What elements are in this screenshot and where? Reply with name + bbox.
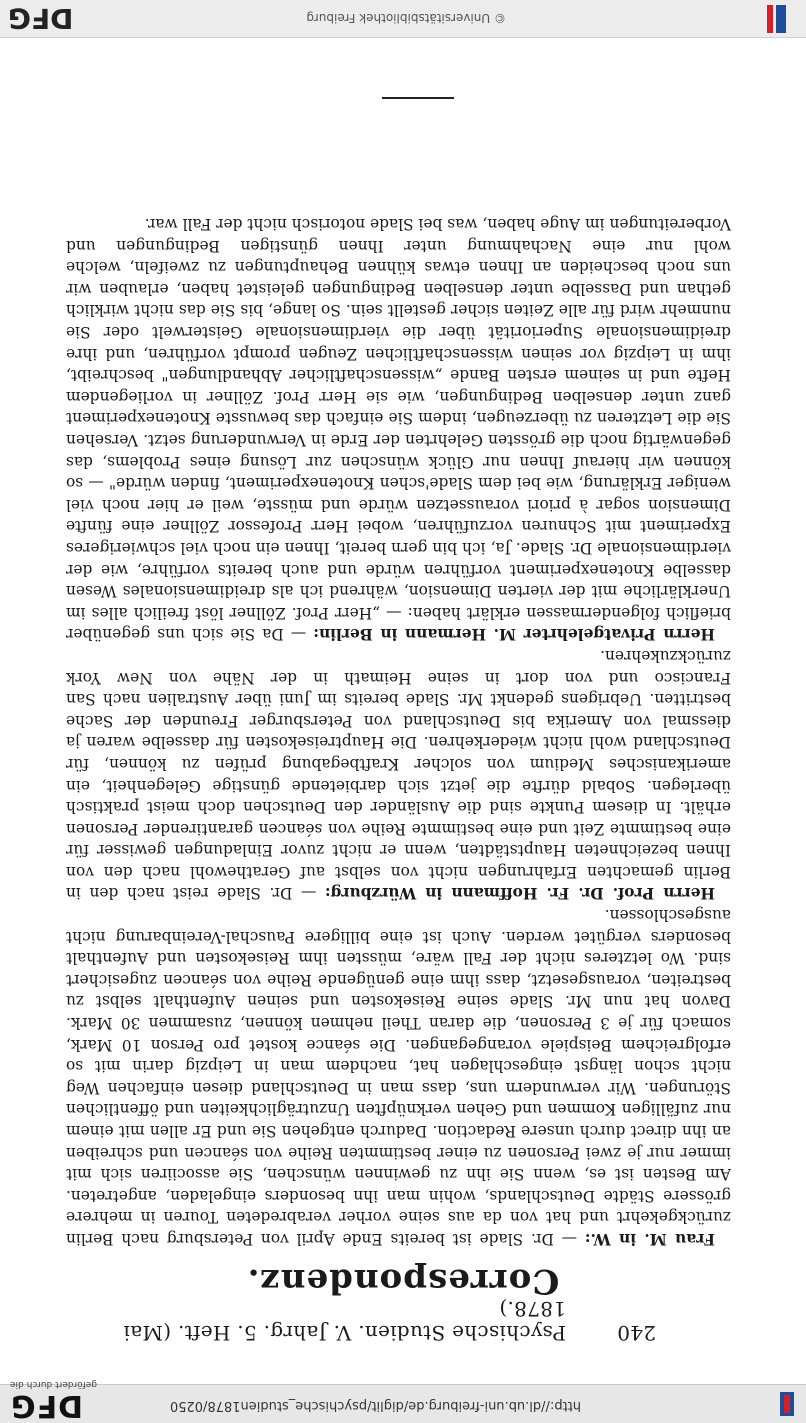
ub-freiburg-logo[interactable] xyxy=(754,1385,806,1423)
footer-logo-icon xyxy=(746,0,806,37)
dfg-logo-subtext: gefördert durch die xyxy=(10,1379,97,1389)
viewer-top-bar xyxy=(0,1379,806,1423)
end-rule xyxy=(382,97,454,99)
dfg-logo: DFG xyxy=(10,1388,84,1423)
paragraph-text: — Da Sie sich uns gegenüber brieflich folgendermassen erklärt haben: — „Herr Prof. Zöllner löst freilich alles im Unerklärliche mit der vierten Dimension, während ich als dreidimensionales Wesen dasselbe Knotenexperiment vorführen würde und auch bereits vorführe, wie der vierdimensionale Dr. Slade. Ja, ich bin gern bereit, Ihnen ein noch viel schwierigeres Experiment mit Schnuren vorzuführen, wobei Herr Professor Zöllner eine fünfte Dimension sogar à priori voraussetzen würde und müsste, weil er hier noch viel weniger Erklärung, wie bei dem Slade'schen Knotenexperiment, finden würde" — so können wir hierauf Ihnen nur Glück wünschen zur Lösung eines Problems, das gegenwärtig noch die grössten Gelehrten der Erde in Verwunderung setzt. Versehen Sie die Letzteren zu überzeugen, indem Sie einfach das bewusste Knotenexperiment ganz unter denselben Bedingungen, wie sie Herr Prof. Zöllner in vorliegendem Hefte und in seinem ersten Bande „wissenschaftlicher Abhandlungen" beschreibt, ihm in Leipzig vor seinen wissenschaftlichen Zeugen prompt vorführen, und ihre dreidimensionale Superiorität über die vierdimensionale Geisterwelt oder Sie nunmehr wird für alle Zeiten sicher gestellt sein. So lange, bis Sie das nicht wirklich gethan und Dasselbe unter denselben Bedingungen geleistet haben, erlauben wir uns noch bescheiden an Ihnen etwas kühnen Behauptungen zu zweifeln, welche wohl nur eine Nachahmung unter Ihnen günstigen Bedingungen und Vorbereitungen im Auge haben, was bei Slade notorisch nicht der Fall war. xyxy=(66,215,731,644)
page-url[interactable]: http://dl.ub.uni-freiburg.de/diglit/psychische_studien1878/0250 xyxy=(169,1398,581,1413)
section-title: Correspondenz. xyxy=(246,1261,560,1301)
viewer-bottom-bar xyxy=(0,0,806,38)
paragraph xyxy=(66,644,731,903)
running-head: Psychische Studien. V. Jahrg. 5. Heft. (Mai 1878.) xyxy=(123,1297,566,1345)
paragraph xyxy=(66,904,731,1250)
paragraph xyxy=(66,213,731,645)
paragraph-lead: Herrn Prof. Dr. Fr. Hoffmann in Würzburg: xyxy=(324,884,715,903)
copyright-notice: © Universitätsbibliothek Freiburg xyxy=(306,11,506,25)
paragraph-text: — Dr. Slade ist bereits Ende April von Petersburg nach Berlin zurückgekehrt und hat von da aus seine vorher verabredeten Touren in mehrere grössere Städte Deutschlands, wohin man ihn besonders eingeladen, angetreten. Am Besten ist es, wenn Sie ihn zu gewinnen wünschen, Sie associiren sich mit immer nur je zwei Personen zu einer bestimmten Reihe von séancen und schreiben an ihn direct durch unsere Redaction. Dadurch entgehen Sie und Er allen mit einem nur zufälligen Kommen und Gehen verknüpften Unzuträglichkeiten und öffentlichen Störungen. Wir verwundern uns, dass man in Deutschland diesen einfachen Weg nicht schon längst eingeschlagen hat, nachdem man in Leipzig darin mit so erfolgreichem Beispiele vorangegangen. Die séance kostet pro Person 10 Mark, somach für je 3 Personen, die daran Theil nehmen können, zusammen 30 Mark. Davon hat nun Mr. Slade seine Reisekosten und seinen Aufenthalt selbst zu bestreiten, vorausgesetzt, dass ihm eine genügende Reihe von séancen zugesichert sind. Wo letzteres nicht der Fall wäre, müssten ihm Reisekosten und Aufenthalt besonders vergütet werden. Auch ist eine billigere Pauschal-Vereinbarung nicht ausgeschlossen. xyxy=(66,906,731,1248)
paragraph-text: — Dr. Slade reist nach den in Berlin gemachten Erfahrungen nicht von selbst auf Gerathewohl nach den von Ihnen bezeichneten Hauptstädten, wenn er nicht zuvor Einladungen gewisser für eine bestimmte Zeit und eine bestimmte Reihe von séancen garantirender Personen erhält. In diesem Punkte sind die Ausländer den Deutschen doch meist praktisch überlegen. Sobald dürfte die jetzt sich darbietende günstige Gelegenheit, ein amerikanisches Medium von solcher Kraftbegabung prüfen zu können, für Deutschland wohl nicht wiederkehren. Die Hauptreisekosten für dasselbe waren ja diessmal von Amerika bis Deutschland von Petersburger Freunden der Sache bestritten. Uebrigens gedenkt Mr. Slade bereits im Juni über Australien nach San Francisco und von dort in seine Heimath in der Nähe von New York zurückzukehren. xyxy=(66,646,731,903)
ub-logo-icon xyxy=(780,1392,794,1416)
correspondence-body xyxy=(66,213,731,1250)
footer-dfg-logo: DFG xyxy=(8,2,74,35)
paragraph-lead: Herrn Privatgelehrter M. Hermann in Berlin: xyxy=(313,625,715,644)
paragraph-lead: Frau M. in W.: xyxy=(584,1230,715,1248)
page-number: 240 xyxy=(616,1321,656,1345)
